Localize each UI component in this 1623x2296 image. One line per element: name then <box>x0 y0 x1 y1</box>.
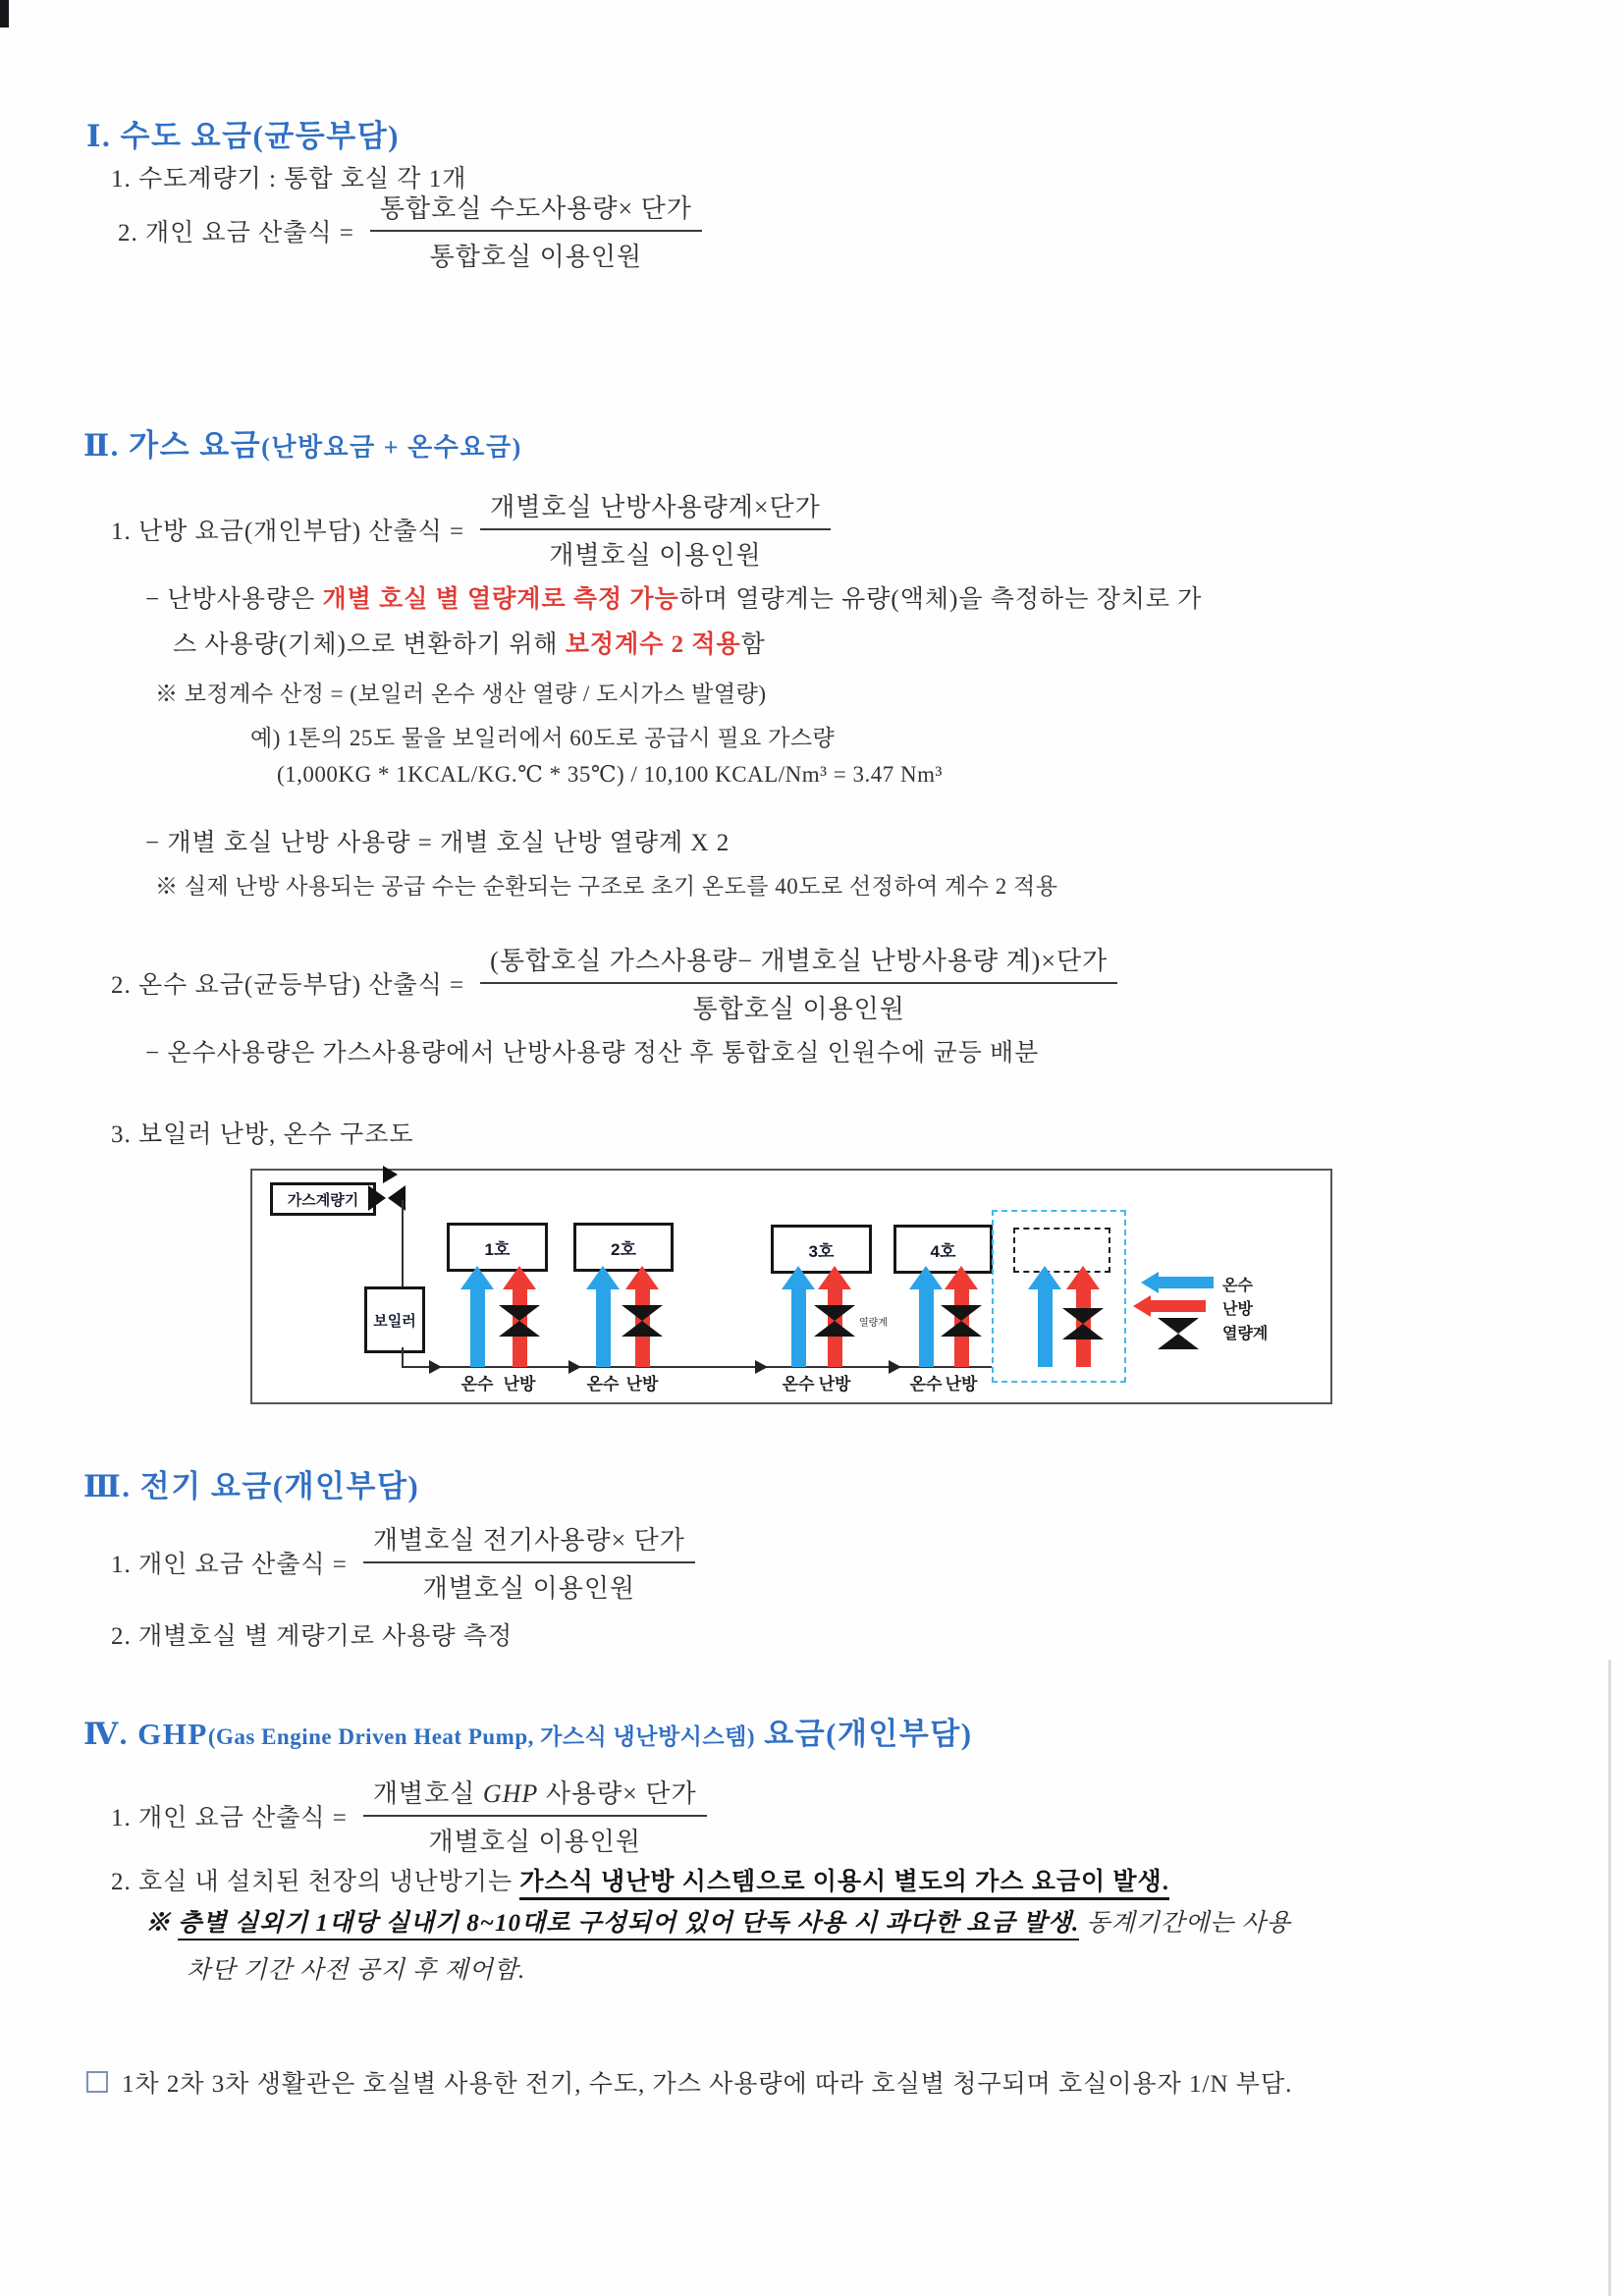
hot-water-arrow <box>586 1266 620 1367</box>
fraction-denominator: 개별호실 이용인원 <box>422 1574 636 1603</box>
heat-meter-icon <box>814 1305 855 1337</box>
fraction <box>363 1774 707 1858</box>
room-box-2: 2호 <box>573 1223 674 1272</box>
formula-label: 2. 온수 요금(균등부담) 산출식 = <box>111 972 465 999</box>
fraction-numerator: 통합호실 수도사용량× 단가 <box>370 189 702 232</box>
section4-heading-pre: Ⅳ. GHP <box>83 1717 208 1751</box>
section2-note2: ※ 실제 난방 사용되는 공급 수는 순환되는 구조로 초기 온도를 40도로 선정하여 계수 2 적용 <box>155 874 1058 899</box>
room-box-4: 4호 <box>893 1225 993 1274</box>
bullet1-post: 함 <box>740 631 766 658</box>
heating-label: 난방 <box>625 1375 659 1394</box>
heat-meter-icon <box>941 1305 982 1337</box>
gas-meter-box: 가스계량기 <box>270 1182 376 1216</box>
pipe-arrow-icon <box>889 1360 901 1374</box>
note-rest: 동계기간에는 사용 <box>1079 1910 1291 1937</box>
fraction-numerator: 개별호실 전기사용량× 단가 <box>363 1520 695 1563</box>
formula-label: 1. 개인 요금 산출식 = <box>111 1552 348 1578</box>
heating-label: 난방 <box>945 1375 978 1394</box>
formula-label: 1. 난방 요금(개인부담) 산출식 = <box>111 519 465 545</box>
footer-text: 1차 2차 3차 생활관은 호실별 사용한 전기, 수도, 가스 사용량에 따라 호실별 청구되며 호실이용자 1/N 부담. <box>122 2071 1293 2098</box>
hot-water-label: 온수 <box>782 1375 815 1394</box>
bullet1-red2: 보정계수 2 적용 <box>565 631 741 658</box>
section2-heading-sub: (난방요금 + 온수요금) <box>261 433 522 462</box>
legend-heating-label: 난방 <box>1222 1301 1253 1318</box>
fraction-denominator: 개별호실 이용인원 <box>549 541 762 570</box>
section2-example1: 예) 1톤의 25도 물을 보일러에서 60도로 공급시 필요 가스량 <box>250 726 836 750</box>
hot-water-label: 온수 <box>586 1375 620 1394</box>
legend-hot-water-arrow-icon <box>1141 1272 1214 1293</box>
heating-label: 난방 <box>818 1375 851 1394</box>
valve-flag-icon <box>383 1166 398 1183</box>
numerator-ghp: GHP <box>482 1779 539 1808</box>
heating-label: 난방 <box>503 1375 536 1394</box>
section1-heading: Ⅰ. 수도 요금(균등부담) <box>86 119 400 153</box>
fraction <box>480 487 831 572</box>
section2-item3: 3. 보일러 난방, 온수 구조도 <box>111 1121 414 1148</box>
bullet1-mid: 하며 열량계는 유량(액체)을 측정하는 장치로 가 <box>678 586 1203 613</box>
bullet1-red1: 개별 호실 별 열량계로 측정 가능 <box>322 586 679 613</box>
formula-label: 1. 개인 요금 산출식 = <box>111 1805 348 1831</box>
fraction-numerator: (통합호실 가스사용량− 개별호실 난방사용량 계)×단가 <box>480 941 1117 984</box>
fraction-numerator: 개별호실 난방사용량계×단가 <box>480 487 831 530</box>
section1-item1: 1. 수도계량기 : 통합 호실 각 1개 <box>111 166 467 192</box>
boiler-structure-diagram <box>250 1169 1332 1404</box>
scan-speck <box>0 0 9 27</box>
footer-note <box>86 2064 1292 2100</box>
section2-formula2 <box>111 941 1117 1025</box>
section1-formula <box>118 189 702 273</box>
section2-note1: ※ 보정계수 산정 = (보일러 온수 생산 열량 / 도시가스 발열량) <box>155 682 767 706</box>
hot-water-arrow <box>782 1266 815 1367</box>
room-box-1: 1호 <box>447 1223 548 1272</box>
formula-label: 2. 개인 요금 산출식 = <box>118 220 354 246</box>
note-underlined: 층별 실외기 1대당 실내기 8~10대로 구성되어 있어 단독 사용 시 과다한 요금 발생. <box>178 1910 1079 1941</box>
boiler-box: 보일러 <box>364 1286 425 1353</box>
fraction-denominator: 통합호실 이용인원 <box>429 243 643 271</box>
fraction-numerator <box>363 1774 707 1817</box>
legend-heat-meter-label: 열량계 <box>1222 1326 1269 1342</box>
legend-hot-water-label: 온수 <box>1222 1278 1253 1294</box>
heat-meter-icon <box>622 1305 663 1337</box>
numerator-pre: 개별호실 <box>372 1779 483 1808</box>
fraction <box>363 1520 695 1605</box>
section4-formula <box>111 1774 707 1858</box>
section4-item2 <box>111 1862 1169 1897</box>
hot-water-label: 온수 <box>909 1375 943 1394</box>
section4-heading <box>83 1709 973 1753</box>
section2-bullet1-line1 <box>145 579 1202 615</box>
section3-heading: Ⅲ. 전기 요금(개인부담) <box>83 1469 420 1503</box>
pipe-arrow-icon <box>755 1360 768 1374</box>
fraction-denominator: 통합호실 이용인원 <box>692 995 905 1023</box>
section4-heading-paren: (Gas Engine Driven Heat Pump, 가스식 냉난방시스템) <box>207 1724 755 1749</box>
section3-item2: 2. 개별호실 별 계량기로 사용량 측정 <box>111 1623 514 1650</box>
section2-bullet1-line2 <box>173 625 766 660</box>
pipe-arrow-icon <box>429 1360 442 1374</box>
numerator-post: 사용량× 단가 <box>538 1779 697 1808</box>
fraction <box>480 941 1117 1025</box>
section3-formula <box>111 1520 695 1605</box>
fraction-denominator: 개별호실 이용인원 <box>428 1828 641 1856</box>
bullet1-pre: − 난방사용량은 <box>145 586 323 613</box>
section2-formula1 <box>111 487 831 572</box>
section2-example2: (1,000KG * 1KCAL/KG.℃ * 35℃) / 10,100 KCAL/Nm³ = 3.47 Nm³ <box>277 762 943 787</box>
hot-water-label: 온수 <box>460 1375 494 1394</box>
hot-water-arrow <box>1028 1266 1061 1367</box>
legend-heating-arrow-icon <box>1133 1295 1206 1317</box>
section4-note-line2: 차단 기간 사전 공지 후 제어함. <box>187 1957 526 1984</box>
section2-bullet2: − 개별 호실 난방 사용량 = 개별 호실 난방 열량계 X 2 <box>145 830 730 856</box>
hot-water-arrow <box>460 1266 494 1367</box>
scan-edge-line <box>1608 1660 1611 2296</box>
section2-heading <box>83 420 522 465</box>
gas-pipe-vertical <box>402 1200 404 1286</box>
gas-valve-icon <box>368 1185 406 1211</box>
heat-meter-icon <box>1062 1308 1104 1339</box>
fraction <box>370 189 702 273</box>
hot-water-arrow <box>909 1266 943 1367</box>
section2-bullet3: − 온수사용량은 가스사용량에서 난방사용량 정산 후 통합호실 인원수에 균등 배분 <box>145 1040 1040 1066</box>
section4-note-line1 <box>145 1903 1291 1939</box>
heat-meter-small-label: 열량계 <box>859 1318 888 1329</box>
note-marker: ※ <box>145 1910 179 1937</box>
bullet1-line2-pre: 스 사용량(기체)으로 변환하기 위해 <box>173 631 566 658</box>
section4-item2-pre: 2. 호실 내 설치된 천장의 냉난방기는 <box>111 1869 520 1895</box>
section2-heading-main: Ⅱ. 가스 요금 <box>83 428 262 463</box>
section4-heading-post: 요금(개인부담) <box>755 1717 973 1751</box>
checkbox-icon <box>86 2071 108 2093</box>
legend-heat-meter-icon <box>1158 1318 1199 1349</box>
room-box-3: 3호 <box>771 1225 872 1274</box>
boiler-outlet-pipe <box>402 1347 404 1367</box>
heat-meter-icon <box>499 1305 540 1337</box>
section4-item2-underlined: 가스식 냉난방 시스템으로 이용시 별도의 가스 요금이 발생. <box>519 1869 1169 1900</box>
